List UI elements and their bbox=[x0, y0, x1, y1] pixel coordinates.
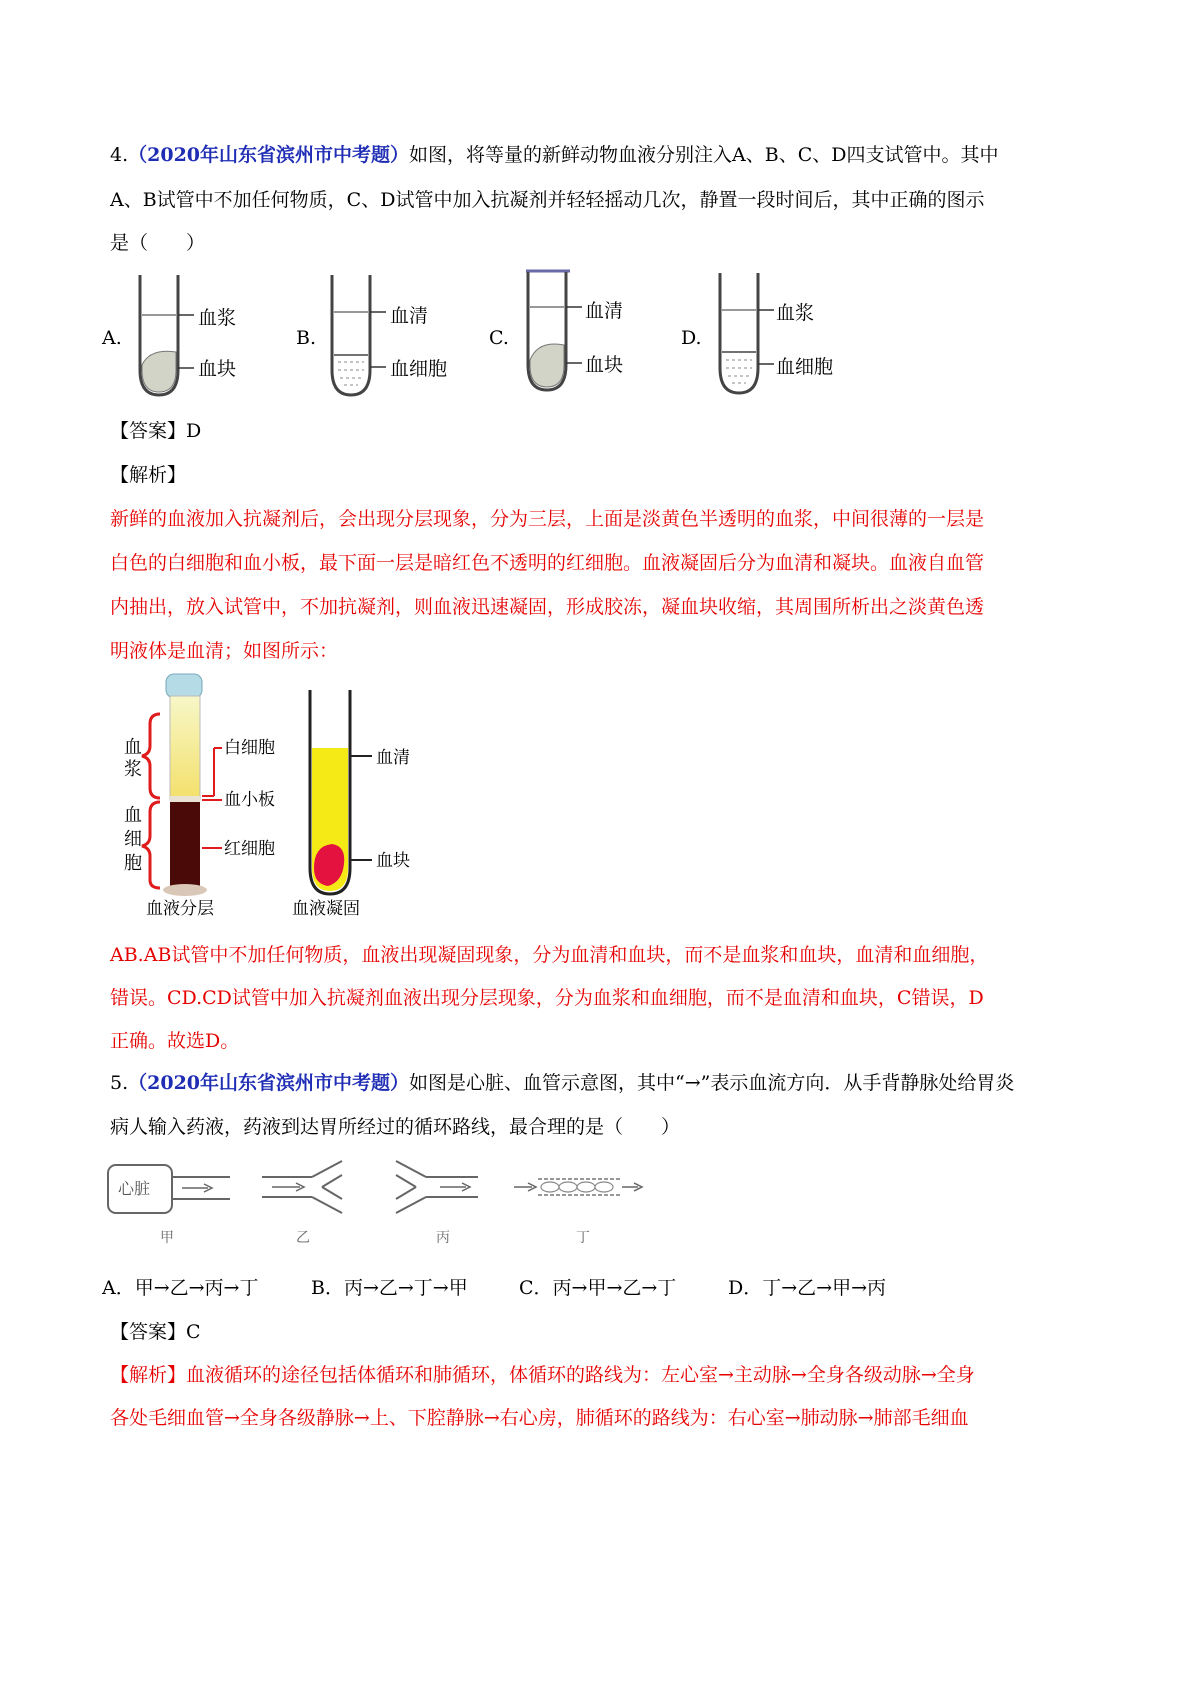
q5-answer: 【答案】C bbox=[110, 1321, 201, 1343]
q4-number: 4. bbox=[110, 144, 129, 166]
q4-analysis-line-2: 白色的白细胞和血小板，最下面一层是暗红色不透明的红细胞。血液凝固后分为血清和凝块。血液自血管 bbox=[110, 552, 985, 574]
q4-line3: 是（ ） bbox=[110, 232, 206, 254]
caption-jia: 甲 bbox=[160, 1230, 174, 1246]
q4-text-1: 如图，将等量的新鲜动物血液分别注入A、B、C、D四支试管中。其中 bbox=[409, 144, 999, 166]
q4-tube-d-top-label: 血浆 bbox=[776, 302, 815, 324]
q4-analysis-line-4: 明液体是血清；如图所示： bbox=[110, 640, 339, 662]
test-tube-a bbox=[140, 275, 194, 395]
q4-answer bbox=[110, 418, 201, 444]
test-tube-b bbox=[332, 275, 386, 395]
q5-analysis-line-2: 各处毛细血管→全身各级静脉→上、下腔静脉→右心房，肺循环的路线为：右心室→肺动脉→肺部毛细血 bbox=[110, 1407, 969, 1429]
q5-number: 5. bbox=[110, 1072, 129, 1094]
q5-analysis-line-1 bbox=[110, 1362, 975, 1388]
test-tube-d bbox=[720, 273, 774, 393]
q5-option-b[interactable]: B．丙→乙→丁→甲 bbox=[311, 1277, 468, 1299]
q4-tube-b-top-label: 血清 bbox=[390, 305, 429, 327]
q4-option-c-letter[interactable]: C. bbox=[489, 327, 509, 349]
q5-option-c[interactable]: C．丙→甲→乙→丁 bbox=[519, 1277, 677, 1299]
q4-analysis-line-1: 新鲜的血液加入抗凝剂后，会出现分层现象，分为三层，上面是淡黄色半透明的血浆，中间很薄的一层是 bbox=[110, 508, 985, 530]
q4-tube-c-bottom-label: 血块 bbox=[585, 354, 624, 376]
q4-answer-text: 【答案】D bbox=[110, 420, 202, 442]
vessel-bing bbox=[396, 1161, 478, 1213]
clotting-caption: 血液凝固 bbox=[292, 899, 360, 919]
clot-label: 血块 bbox=[376, 851, 410, 871]
q4-tube-d-figure bbox=[710, 268, 820, 403]
white-cell-label: 白细胞 bbox=[224, 738, 275, 758]
q4-explain-line-2: 错误。CD.CD试管中加入抗凝剂血液出现分层现象，分为血浆和血细胞，而不是血清和血块，C错误，D bbox=[110, 987, 984, 1009]
q5-source: （2020年山东省滨州市中考题） bbox=[128, 1072, 410, 1094]
q4-explain-line-1: AB.AB试管中不加任何物质，血液出现凝固现象，分为血清和血块，而不是血浆和血块，血清和血细胞， bbox=[110, 944, 989, 966]
q4-tube-d-bottom-label: 血细胞 bbox=[776, 356, 834, 378]
cells-char-3: 胞 bbox=[124, 853, 142, 874]
q4-source: （2020年山东省滨州市中考题） bbox=[128, 144, 410, 166]
caption-ding: 丁 bbox=[576, 1230, 590, 1246]
test-tube-c bbox=[526, 271, 582, 390]
cells-char-1: 血 bbox=[124, 805, 142, 826]
cells-char-2: 细 bbox=[124, 829, 142, 850]
q5-line1 bbox=[110, 1070, 1014, 1096]
serum-label: 血清 bbox=[376, 748, 410, 768]
q4-tube-b-bottom-label: 血细胞 bbox=[390, 358, 448, 380]
plasma-char-1: 血 bbox=[124, 737, 142, 758]
q5-text-1: 如图是心脏、血管示意图，其中“→”表示血流方向．从手背静脉处给胃炎 bbox=[409, 1072, 1015, 1094]
q4-tube-a-top-label: 血浆 bbox=[198, 307, 237, 329]
q5-option-a[interactable]: A．甲→乙→丙→丁 bbox=[102, 1277, 259, 1299]
q4-line1 bbox=[110, 142, 999, 168]
q4-explain-line-3: 正确。故选D。 bbox=[110, 1030, 240, 1052]
q4-analysis-label: 【解析】 bbox=[110, 464, 187, 486]
heart-label: 心脏 bbox=[118, 1179, 151, 1198]
q5-option-d[interactable]: D．丁→乙→甲→丙 bbox=[728, 1277, 886, 1299]
q4-analysis-line-3: 内抽出，放入试管中，不加抗凝剂，则血液迅速凝固，形成胶冻，凝血块收缩，其周围所析出之淡黄色透 bbox=[110, 596, 985, 618]
platelet-label: 血小板 bbox=[224, 790, 275, 810]
layering-caption: 血液分层 bbox=[146, 899, 214, 919]
q4-option-a-letter[interactable]: A. bbox=[102, 327, 122, 349]
caption-yi: 乙 bbox=[296, 1230, 310, 1246]
layered-blood-tube bbox=[163, 674, 207, 896]
caption-bing: 丙 bbox=[436, 1230, 450, 1246]
red-cell-label: 红细胞 bbox=[224, 839, 275, 859]
vessel-ding bbox=[514, 1179, 642, 1195]
q5-line2: 病人输入药液，药液到达胃所经过的循环路线，最合理的是（ ） bbox=[110, 1116, 681, 1138]
q5-analysis-text-1: 血液循环的途径包括体循环和肺循环，体循环的路线为：左心室→主动脉→全身各级动脉→全身 bbox=[186, 1364, 975, 1386]
plasma-char-2: 浆 bbox=[124, 759, 142, 780]
q4-line2: A、B试管中不加任何物质，C、D试管中加入抗凝剂并轻轻摇动几次，静置一段时间后，其中正确的图示 bbox=[110, 189, 985, 211]
vessel-yi bbox=[262, 1161, 342, 1213]
q4-tube-a-bottom-label: 血块 bbox=[198, 358, 237, 380]
clotted-blood-tube bbox=[310, 690, 372, 894]
q4-option-b-letter[interactable]: B. bbox=[296, 327, 317, 349]
q5-analysis-label: 【解析】 bbox=[110, 1364, 187, 1386]
q4-tube-c-figure bbox=[518, 265, 628, 400]
q4-option-d-letter[interactable]: D. bbox=[681, 327, 702, 349]
q4-tube-c-top-label: 血清 bbox=[585, 300, 624, 322]
q4-tube-b-figure bbox=[320, 270, 430, 405]
q4-tube-a-figure bbox=[130, 270, 240, 405]
